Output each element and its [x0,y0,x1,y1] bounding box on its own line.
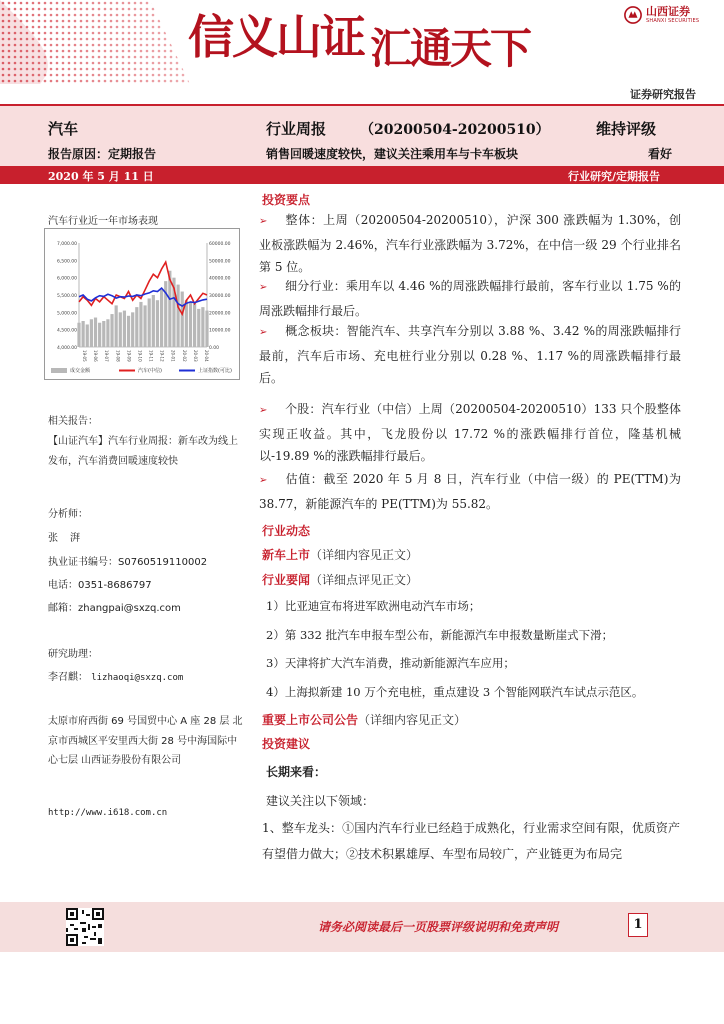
sector-name: 汽车 [48,120,79,138]
slogan-part-1: 信义山证 [188,10,364,64]
report-category: 行业研究/定期报告 [568,170,661,183]
chart-volume-bar [119,312,122,347]
header-banner [0,0,724,84]
point-concepts [259,320,681,390]
logo-mark-icon [624,6,642,24]
assistant-email[interactable]: lizhaoqi@sxzq.com [91,673,184,683]
report-period: （20200504-20200510） [360,122,550,138]
analyst-label: 分析师： [48,509,88,520]
chart-left-tick-label: 5,500.00 [56,294,77,299]
chart-volume-bar [94,318,97,347]
related-report-link[interactable]: 【山证汽车】汽车行业周报：新车改为线上发布，汽车消费回暖速度较快 [48,436,238,467]
chart-volume-bar [160,290,163,347]
announcement-line [262,711,466,728]
qr-code-icon [66,908,104,946]
chart-right-tick-label: 60000.00 [209,242,231,247]
chart-x-tick-label: 19-09 [126,350,132,362]
news-heading: 行业要闻 [262,573,311,587]
section-advice: 投资建议 [262,737,311,751]
arrow-icon: ➢ [259,475,268,486]
company-logo [624,6,699,24]
chart-x-tick-label: 20-04 [204,350,209,362]
chart-volume-bar [181,292,184,347]
company-website[interactable]: http://www.i618.com.cn [48,808,168,818]
long-term-heading: 长期来看： [266,765,327,779]
news-line [262,571,418,588]
chart-left-tick-label: 4,500.00 [56,328,77,334]
slogan [188,10,531,73]
chart-left-tick-label: 6,000.00 [56,276,77,282]
chart-volume-bar [156,300,159,347]
chart-left-tick-label: 5,000.00 [56,311,77,317]
chart-left-tick-label: 6,500.00 [56,259,77,265]
chart-volume-bar [115,305,118,347]
chart-volume-bar [193,304,196,347]
rating-view: 看好 [648,147,673,161]
chart-x-tick-label: 19-12 [159,350,165,362]
point-lead: 个股： [285,402,322,416]
point-lead: 概念板块： [285,324,347,338]
report-date: 2020 年 5 月 11 日 [48,170,154,183]
new-car-line [262,546,418,563]
report-reason: 报告原因：定期报告 [48,147,157,161]
chart-right-tick-label: 30000.00 [209,294,231,299]
disclaimer: 请务必阅读最后一页股票评级说明和免责声明 [318,920,559,934]
chart-x-tick-label: 19-06 [93,350,99,362]
chart-volume-bar [201,307,204,347]
chart-right-tick-label: 0.00 [209,346,220,351]
page-number: 1 [628,913,648,937]
analyst-certificate: 执业证书编号：S0760519110002 [48,557,208,568]
report-headline: 销售回暖速度较快，建议关注乘用车与卡车板块 [266,147,519,161]
new-car-note: （详细内容见正文） [310,548,419,562]
chart-title: 汽车行业近一年市场表现 [48,216,158,227]
chart-x-tick-label: 20-02 [181,350,187,362]
logo-name-en: SHANXI SECURITIES [646,18,700,24]
chart-right-tick-label: 10000.00 [209,328,231,334]
chart-volume-bar [131,312,134,347]
chart-volume-bar [123,311,126,347]
chart-volume-bar [110,314,113,347]
point-text: 乘用车以 4.46 %的周涨跌幅排行最前，客车行业以 1.75 %的周涨跌幅排行最后。 [259,279,681,318]
chart-x-tick-label: 20-03 [192,350,198,362]
chart-legend-label: 汽车(中信) [138,368,162,374]
chart-legend-label: 成交金额 [70,368,91,374]
market-chart-svg [45,229,241,381]
chart-volume-bar [135,307,138,347]
arrow-icon: ➢ [259,327,268,338]
date-bar [0,166,724,184]
news-item: 4）上海拟新建 10 万个充电桩，重点建设 3 个智能网联汽车试点示范区。 [266,685,644,699]
chart-volume-bar [205,311,208,347]
point-text: 截至 2020 年 5 月 8 日，汽车行业（中信一级）的 PE(TTM)为 38.77，新能源汽车的 PE(TTM)为 55.82。 [259,472,681,511]
title-bar [0,106,724,168]
chart-volume-bar [197,309,200,347]
chart-left-tick-label: 7,000.00 [56,242,77,247]
point-overall [259,209,681,279]
chart-x-tick-label: 19-05 [82,350,87,362]
related-label: 相关报告： [48,416,98,427]
chart-right-tick-label: 50000.00 [209,259,231,265]
point-lead: 细分行业： [285,279,346,293]
analyst-name: 张湃 [48,533,92,544]
chart-volume-bar [127,316,130,347]
chart-x-tick-label: 19-11 [148,350,154,362]
arrow-icon: ➢ [259,282,268,293]
section-dynamics: 行业动态 [262,524,311,538]
advice-item-1: 1、整车龙头：①国内汽车行业已经趋于成熟化，行业需求空间有限，优质资产有望借力做大；②技术积累雄厚、车型布局较广，产业链更为布局完 [262,821,680,861]
report-kind: 行业周报 [266,120,327,138]
chart-legend-swatch [51,368,67,373]
slogan-part-2: 汇通天下 [370,24,531,73]
chart-x-tick-label: 19-08 [115,350,121,362]
chart-volume-bar [77,323,80,347]
announcement-note: （详细内容见正文） [358,713,467,727]
chart-series-index-line [79,288,207,306]
company-address: 太原市府西街 69 号国贸中心 A 座 28 层 北京市西城区平安里西大街 28 号中海国际中心七层 山西证券股份有限公司 [48,716,243,766]
chart-volume-bar [176,285,179,347]
chart-volume-bar [102,321,105,347]
chart-x-tick-label: 19-10 [137,350,143,362]
chart-volume-bar [143,305,146,347]
advice-intro: 建议关注以下领域： [266,794,375,808]
chart-left-tick-label: 4,000.00 [56,346,77,351]
chart-right-tick-label: 20000.00 [209,311,231,317]
assistant-name: 李召麒： [48,672,88,683]
chart-legend-label: 上证指数(可比) [198,368,232,374]
point-stocks [259,398,681,468]
new-car-heading: 新车上市 [262,548,311,562]
chart-volume-bar [82,321,85,347]
analyst-email[interactable]: 邮箱：zhangpai@sxzq.com [48,603,181,614]
chart-x-tick-label: 19-07 [104,350,110,362]
point-text: 智能汽车、共享汽车分别以 3.88 %、3.42 %的周涨跌幅排行最前，汽车后市场、充电桩行业分别以 0.28 %、1.17 %的周涨跌幅排行最后。 [259,324,681,385]
chart-right-tick-label: 40000.00 [209,276,231,282]
rating: 维持评级 [596,120,657,138]
market-chart [44,228,240,380]
chart-x-tick-label: 20-01 [170,350,176,362]
point-text: 汽车行业（中信）上周（20200504-20200510）133 只个股整体实现正收益。其中，飞龙股份以 17.72 %的涨跌幅排行首位，隆基机械以-19.89 %的涨跌幅排行最后。 [259,402,681,463]
chart-volume-bar [86,324,89,347]
assistant-line [48,668,183,683]
point-lead: 整体： [285,213,324,227]
chart-volume-bar [90,319,93,347]
news-item: 2）第 332 批汽车申报车型公布，新能源汽车申报数量断崖式下滑； [266,628,614,642]
chart-volume-bar [148,298,151,347]
announcement-heading: 重要上市公司公告 [262,713,359,727]
news-item: 1）比亚迪宣布将进军欧洲电动汽车市场； [266,599,481,613]
point-text: 上周（20200504-20200510），沪深 300 涨跌幅为 1.30%，创业板涨跌幅为 2.46%，汽车行业涨跌幅为 3.72%，在中信一级 29 个行业排名第 5 位。 [259,213,681,274]
point-valuation [259,468,681,515]
assistant-label: 研究助理： [48,649,98,660]
news-item: 3）天津将扩大汽车消费，推动新能源汽车应用； [266,656,515,670]
section-highlights: 投资要点 [262,193,311,207]
arrow-icon: ➢ [259,216,268,227]
chart-volume-bar [139,302,142,347]
point-subsector [259,275,681,322]
news-note: （详细点评见正文） [310,573,419,587]
chart-volume-bar [98,323,101,347]
analyst-phone: 电话：0351-8686797 [48,580,152,591]
chart-volume-bar [152,295,155,347]
chart-volume-bar [189,302,192,347]
arrow-icon: ➢ [259,405,268,416]
report-type-label: 证券研究报告 [630,88,696,101]
chart-volume-bar [185,300,188,347]
point-lead: 估值： [285,472,324,486]
logo-name-cn: 山西证券 [646,5,690,18]
chart-volume-bar [106,319,109,347]
